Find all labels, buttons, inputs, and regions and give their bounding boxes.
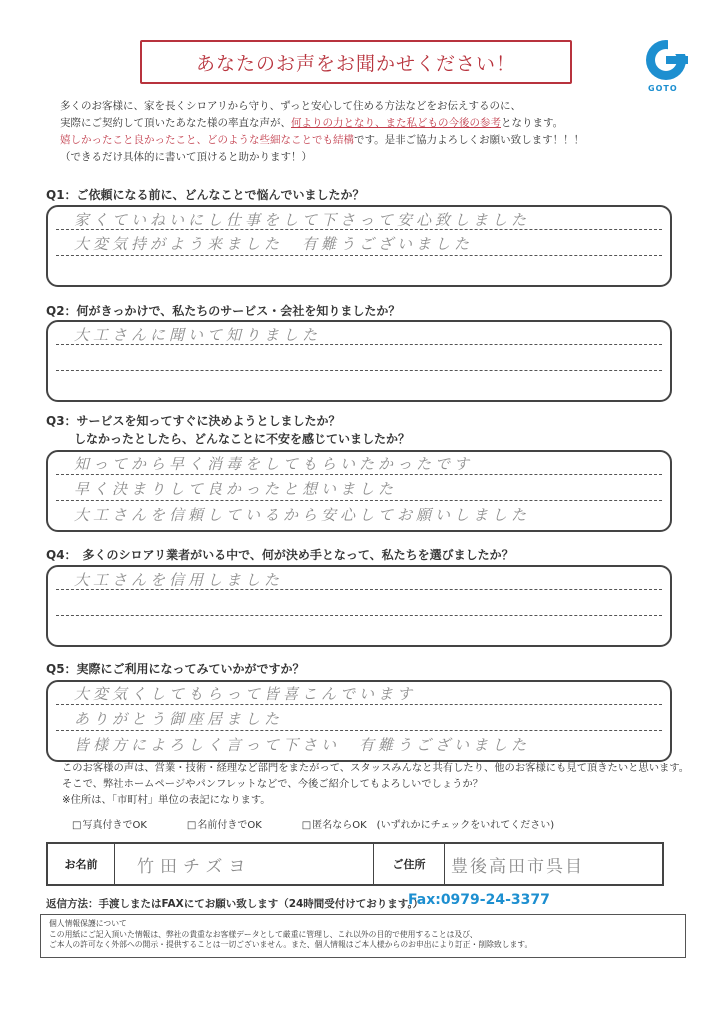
intro-segment: 実際にご契約して頂いたあなた様の率直な声が、 bbox=[60, 117, 291, 129]
intro-line bbox=[60, 132, 700, 149]
question-5-label: Q5：実際にご利用になってみていかがですか？ bbox=[46, 662, 305, 676]
checkbox-name-ok[interactable]: □ 名前付きでOK bbox=[187, 816, 262, 831]
note-line: このお客様の声は、営業・技術・経理など部門をまたがって、スタッスみんなと共有したり、他のお客様にも見て頂きたいと思います。 bbox=[62, 762, 690, 774]
answer-box-5[interactable] bbox=[46, 680, 672, 762]
intro-highlight: 何よりの力となり、また私どもの今後の参考 bbox=[291, 117, 501, 129]
dashed-line bbox=[56, 255, 662, 256]
return-method: 返信方法：手渡しまたはFAXにてお願い致します（24時間受付けております。） bbox=[46, 898, 424, 910]
fax-number: Fax:0979-24-3377 bbox=[408, 892, 550, 908]
handwritten-answer: 家くていねいにし仕事をして下さって安心致しました bbox=[74, 211, 531, 229]
intro-line bbox=[60, 115, 700, 132]
handwritten-answer: 大変気くしてもらって皆喜こんでいます bbox=[74, 685, 417, 703]
question-3-sublabel: しなかったとしたら、どんなことに不安を感じていましたか？ bbox=[74, 432, 411, 446]
handwritten-answer: 大工さんに聞いて知りました bbox=[74, 326, 322, 344]
privacy-line: ご本人の許可なく外部への開示・提供することは一切ございません。また、個人情報はご本人様からのお申出により訂正・削除致します。 bbox=[49, 940, 533, 949]
handwritten-answer: 大変気持がよう来ました 有難うございました bbox=[74, 235, 474, 253]
intro-segment: となります。 bbox=[501, 117, 564, 129]
dashed-line bbox=[56, 370, 662, 371]
checkbox-anonymous-ok[interactable]: □ 匿名ならOK (いずれかにチェックをいれてください) bbox=[302, 816, 554, 831]
intro-segment: です。是非ご協力よろしくお願い致します！！！ bbox=[354, 134, 585, 146]
handwritten-answer: 大工さんを信頼しているから安心してお願いしました bbox=[74, 506, 531, 524]
handwritten-answer: 早く決まりして良かったと想いました bbox=[74, 480, 398, 498]
name-field[interactable]: 竹田チズヨ bbox=[115, 844, 374, 884]
intro-highlight: 嬉しかったこと良かったこと、どのような些細なことでも結構 bbox=[60, 134, 354, 146]
checkbox-photo-ok[interactable]: □ 写真付きでOK bbox=[72, 816, 147, 831]
dashed-line bbox=[56, 500, 662, 501]
question-3-label: Q3：サービスを知ってすぐに決めようとしましたか？ bbox=[46, 414, 341, 428]
intro-line: 多くのお客様に、家を長くシロアリから守り、ずっと安心して住める方法などをお伝えするのに、 bbox=[60, 100, 521, 112]
dashed-line bbox=[56, 615, 662, 616]
customer-info-row bbox=[46, 842, 664, 886]
question-2-label: Q2：何がきっかけで、私たちのサービス・会社を知りましたか？ bbox=[46, 304, 401, 318]
privacy-notice bbox=[40, 914, 686, 958]
dashed-line bbox=[56, 730, 662, 731]
page-title: あなたのお声をお聞かせください！ bbox=[140, 40, 572, 84]
answer-box-2[interactable] bbox=[46, 320, 672, 402]
answer-box-3[interactable] bbox=[46, 450, 672, 532]
name-label: お名前 bbox=[48, 844, 115, 884]
intro-line: （できるだけ具体的に書いて頂けると助かります！） bbox=[60, 151, 312, 163]
privacy-line: この用紙にご記入頂いた情報は、弊社の貴重なお客様データとして厳重に管理し、これ以外の目的で使用することは及び、 bbox=[49, 929, 478, 939]
permission-notes bbox=[62, 760, 702, 808]
handwritten-answer: 大工さんを信用しました bbox=[74, 571, 284, 589]
note-line: ※住所は、「市町村」単位の表記になります。 bbox=[62, 794, 271, 806]
handwritten-answer: 知ってから早く消毒をしてもらいたかったです bbox=[74, 455, 474, 473]
dashed-line bbox=[56, 474, 662, 475]
question-4-label: Q4： 多くのシロアリ業者がいる中で、何が決め手となって、私たちを選びましたか？ bbox=[46, 548, 514, 562]
address-label: ご住所 bbox=[374, 844, 445, 884]
question-1-label: Q1：ご依頼になる前に、どんなことで悩んでいましたか？ bbox=[46, 188, 365, 202]
handwritten-answer: 皆様方によろしく言って下さい 有難うございました bbox=[74, 736, 531, 754]
logo-text: GOTO bbox=[648, 84, 678, 93]
dashed-line bbox=[56, 704, 662, 705]
note-line: そこで、弊社ホームページやパンフレットなどで、今後ご紹介してもよろしいでしょうか？ bbox=[62, 778, 484, 790]
answer-box-1[interactable] bbox=[46, 205, 672, 287]
consent-checkboxes bbox=[72, 816, 554, 831]
intro-text bbox=[60, 98, 700, 166]
handwritten-answer: ありがとう御座居ました bbox=[74, 710, 284, 728]
privacy-title: 個人情報保護について bbox=[49, 919, 127, 928]
address-field[interactable]: 豊後高田市呉目 bbox=[451, 856, 584, 877]
answer-box-4[interactable] bbox=[46, 565, 672, 647]
